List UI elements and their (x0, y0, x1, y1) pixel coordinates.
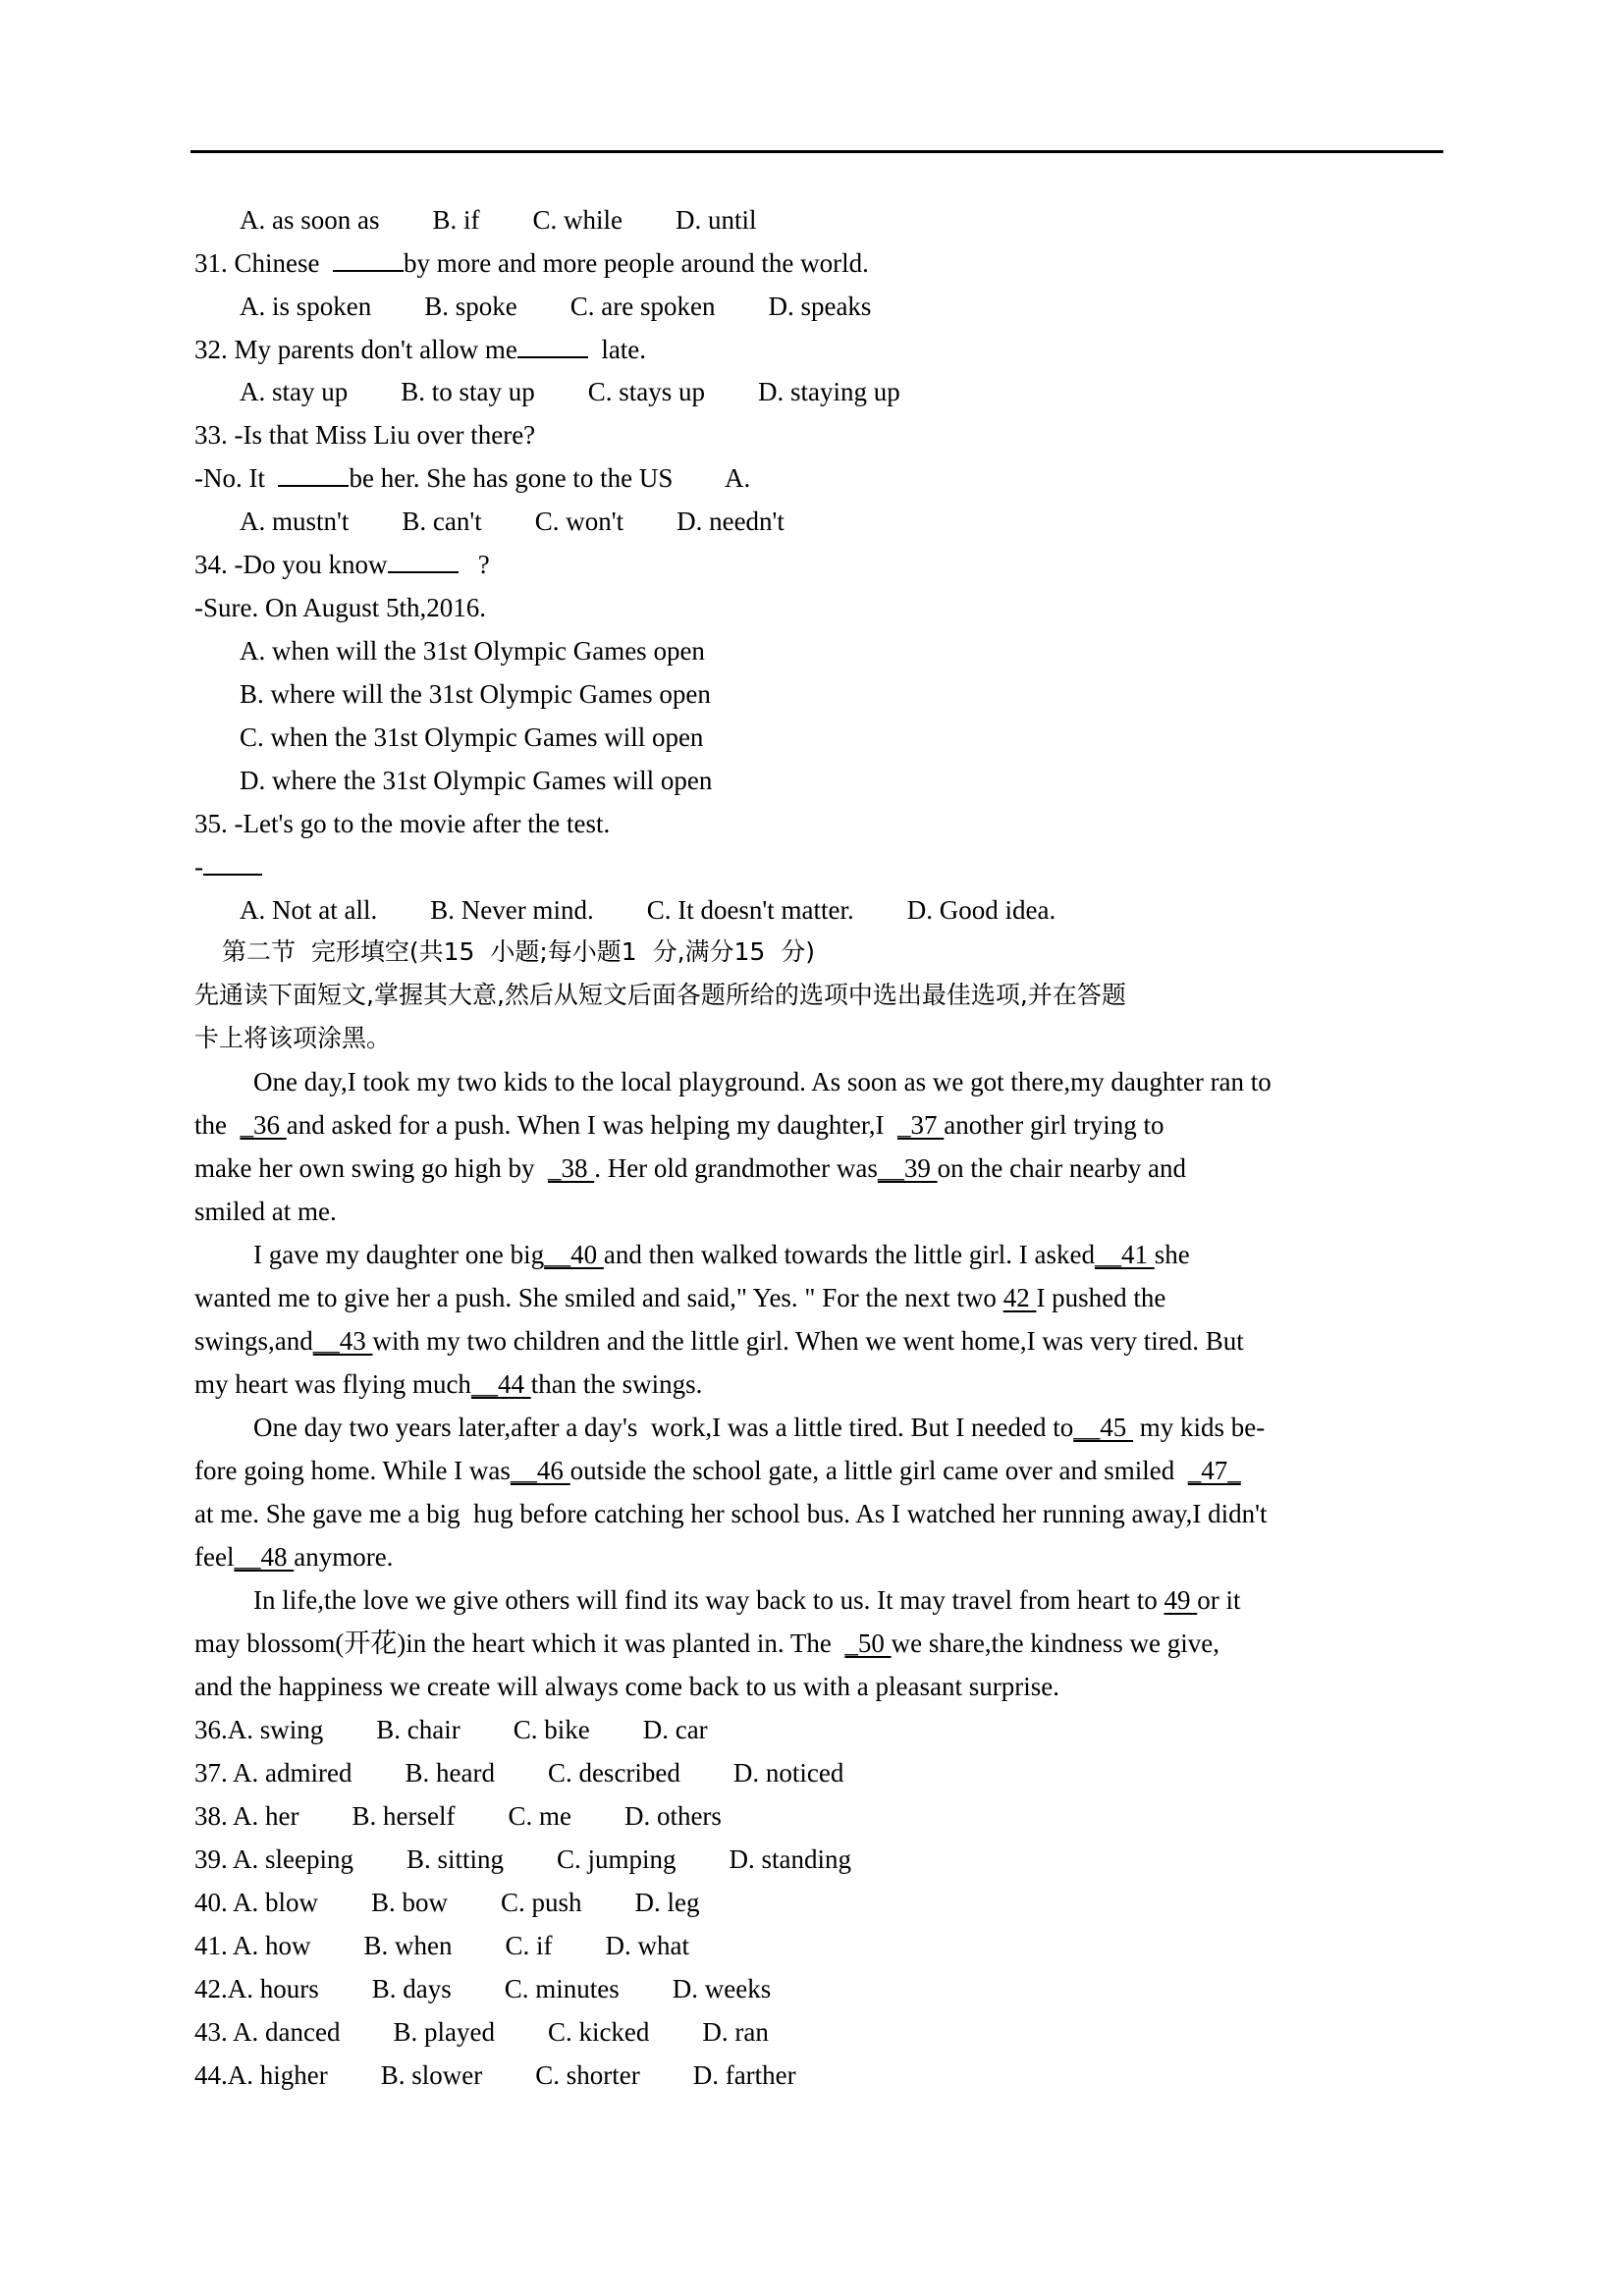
blank-36: _36 (240, 1110, 287, 1140)
q31-options: A. is spoken B. spoke C. are spoken D. speaks (240, 292, 872, 321)
passage-line: at me. She gave me a big hug before catching her school bus. As I watched her running away,I didn't (194, 1499, 1268, 1528)
blank-39: __39 (877, 1153, 938, 1183)
q33-reply: -No. It be her. She has gone to the US A. (194, 463, 751, 493)
blank-44: __44 (470, 1369, 531, 1399)
q32-stem: 32. My parents don't allow me late. (194, 335, 647, 364)
blank-46: __46 (510, 1456, 570, 1485)
section-instruction-1: 先通读下面短文,掌握其大意,然后从短文后面各题所给的选项中选出最佳选项,并在答题 (194, 981, 1126, 1009)
q32-options: A. stay up B. to stay up C. stays up D. staying up (240, 377, 900, 406)
blank-42: 42 (1002, 1283, 1037, 1312)
q31-stem: 31. Chinese by more and more people around the world. (194, 248, 869, 278)
passage-line: may blossom(开花)in the heart which it was planted in. The _50 we share,the kindness we give, (194, 1629, 1220, 1658)
option-row-37: 37. A. admired B. heard C. described D. noticed (194, 1758, 844, 1788)
q34-answer: -Sure. On August 5th,2016. (194, 593, 486, 622)
option-row-43: 43. A. danced B. played C. kicked D. ran (194, 2017, 769, 2047)
q34-option-d: D. where the 31st Olympic Games will open (240, 766, 713, 795)
q33-blank (278, 463, 349, 487)
blank-41: __41 (1095, 1240, 1155, 1269)
blank-50: _50 (844, 1629, 892, 1658)
q35-options: A. Not at all. B. Never mind. C. It doesn't matter. D. Good idea. (240, 895, 1056, 925)
passage-line: wanted me to give her a push. She smiled and said," Yes. " For the next two 42 I pushed the (194, 1283, 1166, 1312)
q35-blank (203, 852, 262, 876)
passage-line: swings,and__43 with my two children and the little girl. When we went home,I was very tired. But (194, 1326, 1244, 1356)
q34-option-c: C. when the 31st Olympic Games will open (240, 722, 704, 752)
q34-stem: 34. -Do you know ? (194, 550, 490, 579)
blank-48: __48 (234, 1542, 295, 1572)
q33-options: A. mustn't B. can't C. won't D. needn't (240, 507, 785, 536)
option-row-44: 44.A. higher B. slower C. shorter D. farther (194, 2060, 796, 2090)
blank-40: __40 (544, 1240, 604, 1269)
option-row-39: 39. A. sleeping B. sitting C. jumping D. standing (194, 1844, 852, 1874)
q33-stem: 33. -Is that Miss Liu over there? (194, 420, 536, 450)
passage-line: In life,the love we give others will find its way back to us. It may travel from heart to 49 or it (253, 1585, 1241, 1615)
blank-49: 49 (1164, 1585, 1198, 1615)
section-title: 第二节 完形填空(共15 小题;每小题1 分,满分15 分) (222, 937, 815, 966)
blank-38: _38 (547, 1153, 595, 1183)
passage-line: make her own swing go high by _38 . Her old grandmother was__39 on the chair nearby and (194, 1153, 1187, 1183)
passage-line: fore going home. While I was__46 outside the school gate, a little girl came over and smiled _47_ (194, 1456, 1241, 1485)
section-instruction-2: 卡上将该项涂黑。 (194, 1024, 392, 1052)
q34-option-b: B. where will the 31st Olympic Games open (240, 679, 711, 709)
option-row-42: 42.A. hours B. days C. minutes D. weeks (194, 1974, 772, 2003)
passage-line: and the happiness we create will always come back to us with a pleasant surprise. (194, 1672, 1059, 1701)
header-rule (190, 150, 1443, 153)
passage-line: feel__48 anymore. (194, 1542, 394, 1572)
option-row-38: 38. A. her B. herself C. me D. others (194, 1801, 722, 1831)
blank-47: _47_ (1187, 1456, 1241, 1485)
passage-line: the _36 and asked for a push. When I was helping my daughter,I _37 another girl trying to (194, 1110, 1164, 1140)
option-row-41: 41. A. how B. when C. if D. what (194, 1931, 689, 1960)
blank-45: __45 (1073, 1413, 1133, 1442)
q35-stem: 35. -Let's go to the movie after the test. (194, 809, 611, 838)
blank-37: _37 (897, 1110, 945, 1140)
blank-43: __43 (312, 1326, 373, 1356)
q34-blank (388, 550, 459, 573)
option-row-40: 40. A. blow B. bow C. push D. leg (194, 1888, 700, 1917)
q30-options: A. as soon as B. if C. while D. until (240, 205, 757, 235)
passage-line: One day two years later,after a day's work,I was a little tired. But I needed to__45 my kids be- (253, 1413, 1266, 1442)
q35-reply: - (194, 850, 262, 883)
passage-line: One day,I took my two kids to the local playground. As soon as we got there,my daughter ran to (253, 1067, 1272, 1096)
passage-line: smiled at me. (194, 1197, 337, 1226)
q31-blank (333, 248, 404, 272)
q34-option-a: A. when will the 31st Olympic Games open (240, 636, 705, 666)
passage-line: I gave my daughter one big__40 and then walked towards the little girl. I asked__41 she (253, 1240, 1190, 1269)
passage-line: my heart was flying much__44 than the swings. (194, 1369, 703, 1399)
option-row-36: 36.A. swing B. chair C. bike D. car (194, 1715, 708, 1744)
q32-blank (517, 335, 588, 358)
